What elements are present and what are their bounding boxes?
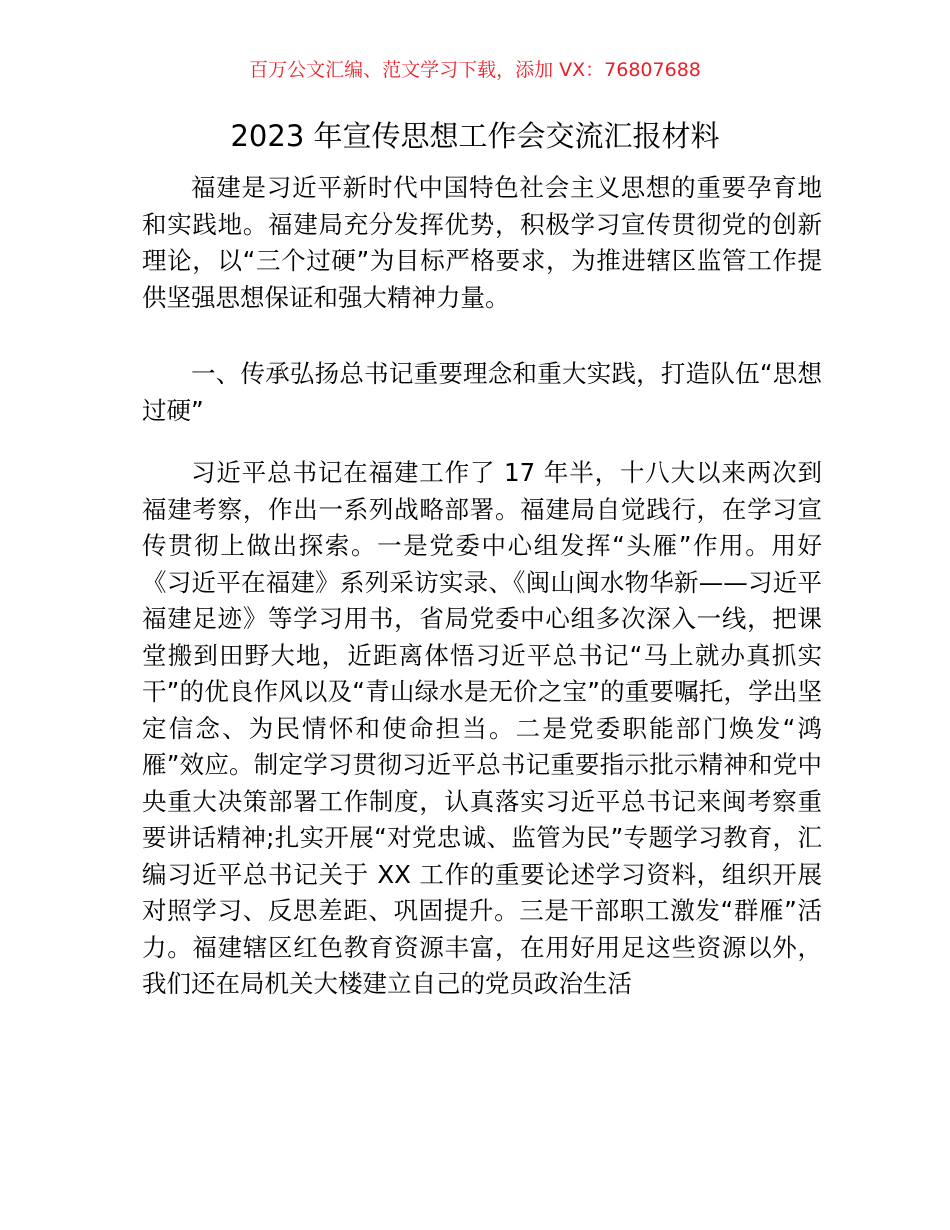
promo-header-note: 百万公文汇编、范文学习下载，添加 VX：76807688 bbox=[249, 59, 701, 81]
document-title: 2023 年宣传思想工作会交流汇报材料 bbox=[230, 119, 720, 153]
section-body-1: 习近平总书记在福建工作了 17 年半，十八大以来两次到福建考察，作出一系列战略部署。福建局自觉践行，在学习宣传贯彻上做出探索。一是党委中心组发挥“头雁”作用。用好《习近平在福建》系列采访实录、《闽山闽水物华新——习近平福建足迹》等学习用书，省局党委中心组多次深入一线，把课堂搬到田野大地，近距离体悟习近平总书记“马上就办真抓实干”的优良作风以及“青山绿水是无价之宝”的重要嘱托，学出坚定信念、为民情怀和使命担当。二是党委职能部门焕发“鸿雁”效应。制定学习贯彻习近平总书记重要指示批示精神和党中央重大决策部署工作制度，认真落实习近平总书记来闽考察重要讲话精神;扎实开展“对党忠诚、监管为民”专题学习教育，汇编习近平总书记关于 XX 工作的重要论述学习资料，组织开展对照学习、反思差距、巩固提升。三是干部职工激发“群雁”活力。福建辖区红色教育资源丰富，在用好用足这些资源以外，我们还在局机关大楼建立自己的党员政治生活 bbox=[142, 458, 822, 998]
intro-paragraph: 福建是习近平新时代中国特色社会主义思想的重要孕育地和实践地。福建局充分发挥优势，积极学习宣传贯彻党的创新理论，以“三个过硬”为目标严格要求，为推进辖区监管工作提供坚强思想保证和强大精神力量。 bbox=[142, 173, 822, 312]
section-heading-1: 一、传承弘扬总书记重要理念和重大实践，打造队伍“思想过硬” bbox=[142, 359, 822, 425]
